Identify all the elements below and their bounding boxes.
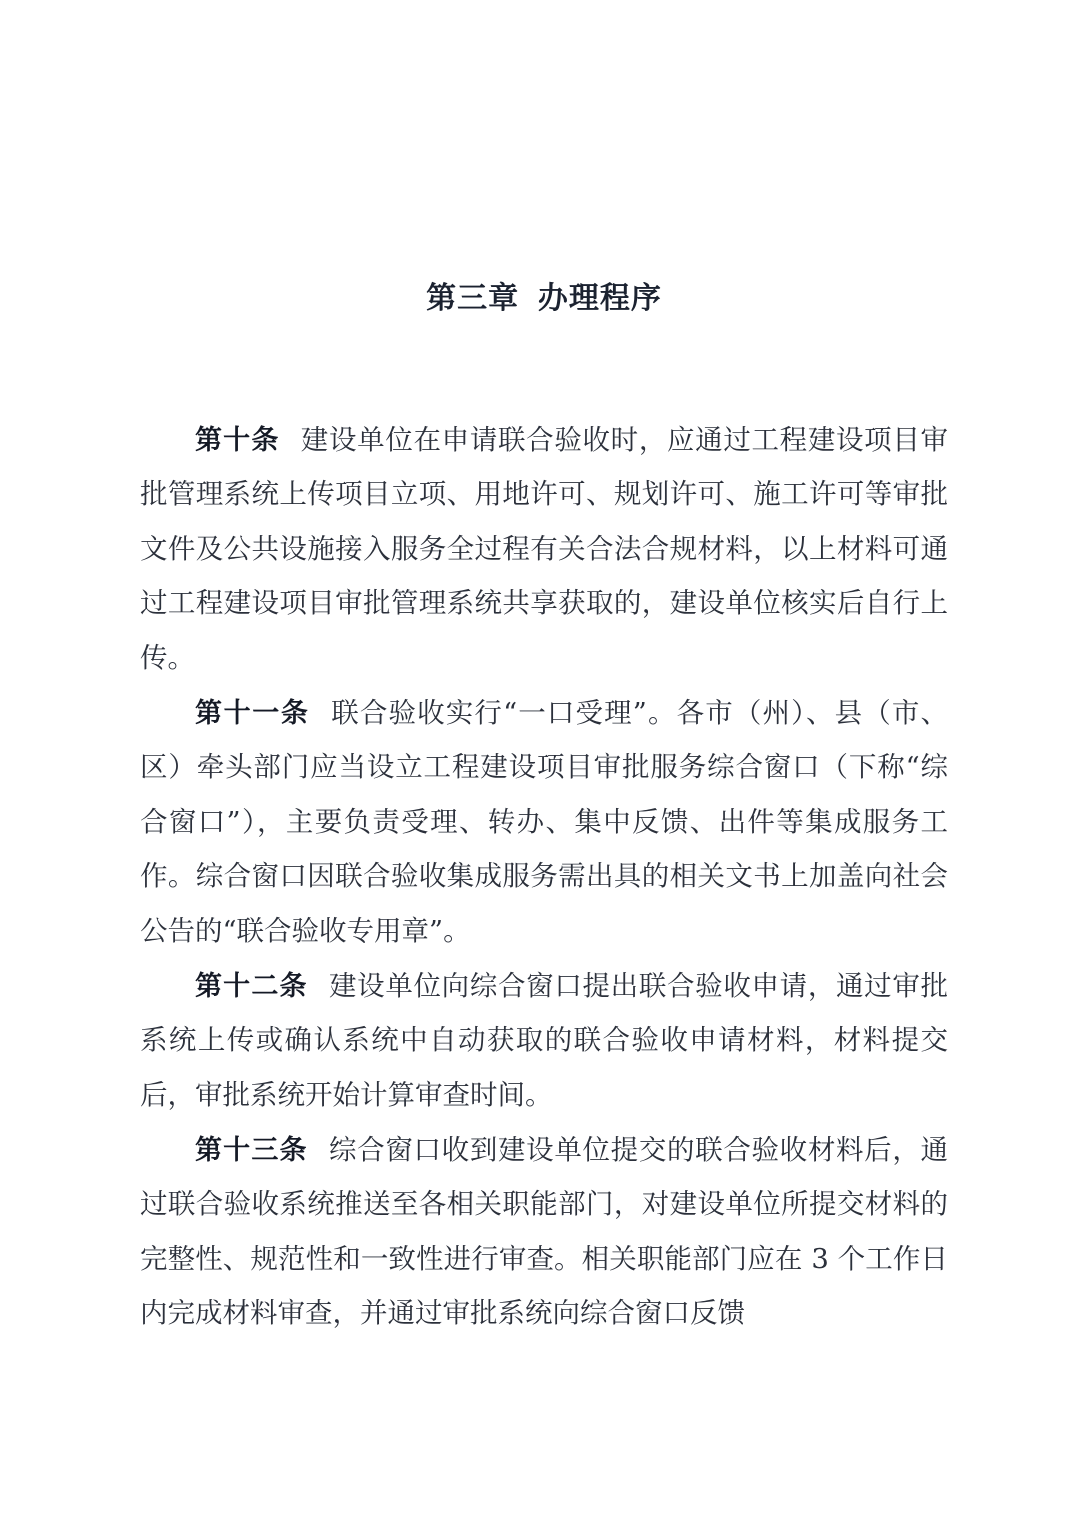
article-paragraph-10 (140, 413, 948, 686)
chapter-heading: 第三章 办理程序 (426, 282, 662, 315)
article-body-13: 综合窗口收到建设单位提交的联合验收材料后，通过联合验收系统推送至各相关职能部门，对建设单位所提交材料的完整性、规范性和一致性进行审查。相关职能部门应在 3 个工作日内完成材料审查，并通过审批系统向综合窗口反馈 (140, 1133, 948, 1329)
article-label-11: 第十一条 (195, 697, 310, 728)
article-label-12: 第十二条 (195, 970, 308, 1001)
page-content-column (140, 0, 948, 1527)
article-label-10: 第十条 (195, 424, 280, 455)
article-body-11: 联合验收实行“一口受理”。各市（州）、县（市、区）牵头部门应当设立工程建设项目审批服务综合窗口（下称“综合窗口”），主要负责受理、转办、集中反馈、出件等集成服务工作。综合窗口因联合验收集成服务需出具的相关文书上加盖向社会公告的“联合验收专用章”。 (140, 696, 949, 947)
article-body-10: 建设单位在申请联合验收时，应通过工程建设项目审批管理系统上传项目立项、用地许可、规划许可、施工许可等审批文件及公共设施接入服务全过程有关合法合规材料，以上材料可通过工程建设项目审批管理系统共享获取的，建设单位核实后自行上传。 (140, 423, 949, 674)
article-label-13: 第十三条 (195, 1134, 308, 1165)
article-paragraph-13 (140, 1123, 948, 1353)
article-body-12: 建设单位向综合窗口提出联合验收申请，通过审批系统上传或确认系统中自动获取的联合验收申请材料，材料提交后，审批系统开始计算审查时间。 (140, 969, 949, 1111)
article-paragraph-11 (140, 686, 948, 959)
article-paragraph-12 (140, 959, 948, 1123)
